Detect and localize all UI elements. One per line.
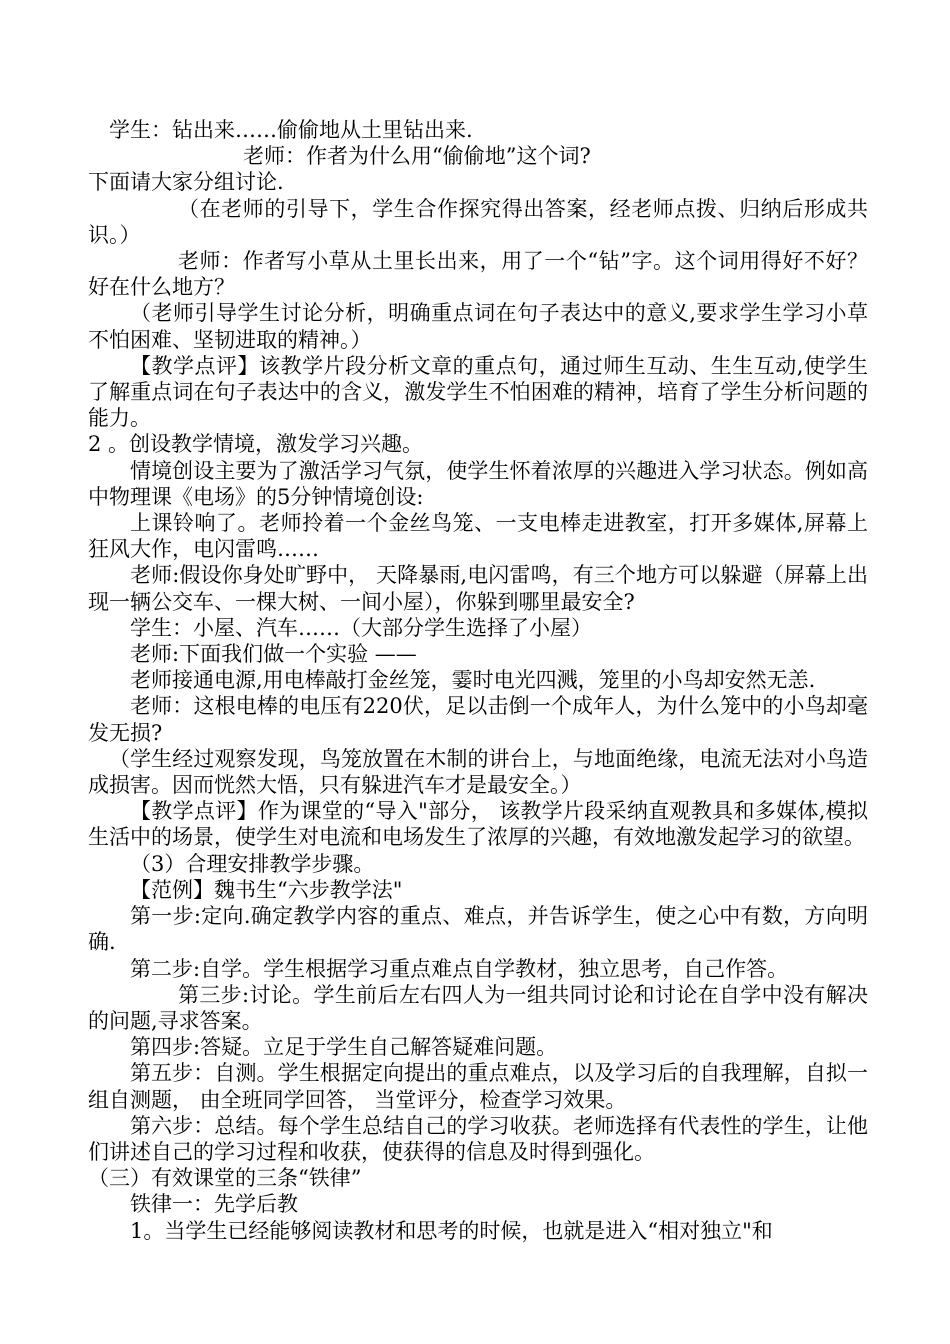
paragraph: 老师:下面我们做一个实验 ——: [130, 642, 417, 667]
paragraph: 老师：作者为什么用“偷偷地”这个词?: [243, 144, 591, 169]
step-item: 第三步:讨论。学生前后左右四人为一组共同讨论和讨论在自学中没有解决的问题,寻求答案。: [88, 982, 868, 1033]
paragraph: 老师:假设你身处旷野中， 天降暴雨,电闪雷鸣，有三个地方可以躲避（屏幕上出现一辆公交车、一棵大树、一间小屋），你躲到哪里最安全?: [88, 563, 868, 614]
step-item: 第六步：总结。每个学生总结自己的学习收获。老师选择有代表性的学生，让他们讲述自己的学习过程和收获，使获得的信息及时得到强化。: [88, 1113, 868, 1164]
paragraph: 下面请大家分组讨论.: [88, 170, 284, 195]
section-heading: （3）合理安排教学步骤。: [130, 851, 375, 876]
paragraph: 1。当学生已经能够阅读教材和思考的时候，也就是进入“相对独立"和: [130, 1218, 773, 1243]
section-heading: 2 。创设教学情境，激发学习兴趣。: [88, 432, 424, 457]
paragraph: 老师接通电源,用电棒敲打金丝笼，霎时电光四溅，笼里的小鸟却安然无恙.: [130, 668, 816, 693]
document-body: [88, 117, 868, 1244]
paragraph: 上课铃响了。老师拎着一个金丝鸟笼、一支电棒走进教室，打开多媒体,屏幕上狂风大作，电闪雷鸣……: [88, 511, 868, 562]
section-heading: （三）有效课堂的三条“铁律”: [88, 1166, 362, 1191]
step-item: 第四步:答疑。立足于学生自己解答疑难问题。: [130, 1035, 558, 1060]
example-heading: 【范例】魏书生“六步教学法": [130, 877, 403, 902]
paragraph: 老师：作者写小草从土里长出来，用了一个“钻”字。这个词用得好不好？好在什么地方？: [88, 249, 868, 300]
step-item: 第一步:定向.确定教学内容的重点、难点，并告诉学生，使之心中有数，方向明确.: [88, 904, 868, 955]
teaching-comment: 【教学点评】作为课堂的“导入"部分， 该教学片段采纳直观教具和多媒体,模拟生活中的场景，使学生对电流和电场发生了浓厚的兴趣，有效地激发起学习的欲望。: [88, 799, 868, 850]
paragraph: 情境创设主要为了激活学习气氛，使学生怀着浓厚的兴趣进入学习状态。例如高中物理课《电场》的5分钟情境创设:: [88, 458, 868, 509]
paragraph: （在老师的引导下，学生合作探究得出答案，经老师点拨、归纳后形成共识。）: [88, 196, 868, 247]
step-item: 第二步:自学。学生根据学习重点难点自学教材，独立思考，自己作答。: [130, 956, 789, 981]
teaching-comment: 【教学点评】该教学片段分析文章的重点句，通过师生互动、生生互动,使学生了解重点词在句子表达中的含义，激发学生不怕困难的精神，培育了学生分析问题的能力。: [88, 353, 868, 431]
paragraph: 学生：钻出来……偷偷地从土里钻出来.: [109, 118, 473, 142]
rule-heading: 铁律一：先学后教: [130, 1192, 298, 1217]
paragraph: （学生经过观察发现，鸟笼放置在木制的讲台上，与地面绝缘，电流无法对小鸟造成损害。因而恍然大悟，只有躲进汽车才是最安全。）: [88, 746, 868, 798]
paragraph: 老师：这根电棒的电压有220伏，足以击倒一个成年人，为什么笼中的小鸟却毫发无损?: [88, 694, 868, 745]
paragraph: （老师引导学生讨论分析，明确重点词在句子表达中的意义,要求学生学习小草不怕困难、坚韧进取的精神。）: [88, 301, 868, 352]
paragraph: 学生：小屋、汽车……（大部分学生选择了小屋）: [130, 615, 592, 640]
step-item: 第五步：自测。学生根据定向提出的重点难点，以及学习后的自我理解，自拟一组自测题， 由全班同学回答， 当堂评分，检查学习效果。: [88, 1061, 868, 1112]
